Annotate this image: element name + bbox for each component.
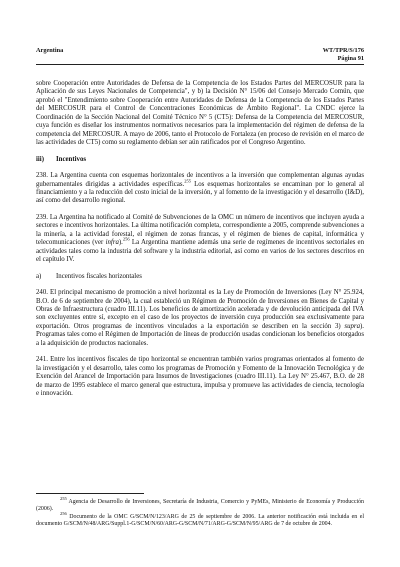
- header-page-number: Página 91: [337, 55, 364, 63]
- paragraph-240: 240. El principal mecanismo de promoción a nivel horizontal es la Ley de Promoción de Inversiones (Ley N° 25.924, B.O. de 6 de septiembre de 2004), la cual estableció un Régimen de Promoción de Inversiones en Bienes de Capital y Obras de Infraestructura (cuadro III.11). Los beneficios de amortización acelerada y de devolución anticipada del IVA son excluyentes entre sí, excepto en el caso de los proyectos de inversión cuya producción sea exclusivamente para exportación. Otros programas de incentivos vinculados a la exportación se describen en la sección 3) supra). Programas tales como el Régimen de Importación de líneas de producción usadas condicionan los beneficios otorgados a la adquisición de productos nacionales.: [36, 289, 364, 347]
- footnote-rule: [36, 493, 144, 494]
- header-rule: [36, 64, 364, 65]
- paragraph-continued: sobre Cooperación entre Autoridades de Defensa de la Competencia de los Estados Partes del MERCOSUR para la Aplicación de sus Leyes Nacionales de Competencia", y b) la Decisión N° 15/06 del Consejo Mercado Común, que aprobó el "Entendimiento sobre Cooperación entre Autoridades de Defensa de la Competencia de los Estados Partes del MERCOSUR para el Control de Concentraciones Económicas de Ámbito Regional". La CNDC ejerce la Coordinación de la Sección Nacional del Comité Técnico N° 5 (CT5): Defensa de la Competencia del MERCOSUR, cuya función es diseñar los instrumentos normativos necesarios para la implementación del régimen de defensa de la competencia del MERCOSUR. A mayo de 2006, tanto el Protocolo de Fortaleza (en proceso de revisión en el marco de las actividades de CT5) como su reglamento debían ser aún ratificados por el Congreso Argentino.: [36, 80, 364, 147]
- paragraph-number: 240.: [36, 289, 48, 297]
- paragraph-number: 239.: [36, 213, 48, 221]
- footnote-ref-256[interactable]: 256: [122, 236, 130, 242]
- section-heading-incentivos-fiscales: a) Incentivos fiscales horizontales: [36, 272, 142, 280]
- header-doc-symbol: WT/TPR/S/176: [322, 47, 364, 54]
- paragraph-241: 241. Entre los incentivos fiscales de tipo horizontal se encuentran también varios programas orientados al fomento de la investigación y el desarrollo, tales como los programas de Promoción y Fomento de la Innovación Tecnológica y de Exención del Arancel de Importación para Insumos de Investigaciones (cuadro III.11). La Ley N° 25.467, B.O. de 28 de marzo de 1995 establece el marco general que estructura, impulsa y promueve las actividades de ciencia, tecnología e innovación.: [36, 356, 365, 398]
- paragraph-number: 241.: [36, 356, 48, 364]
- section-heading-incentivos: iii) Incentivos: [36, 155, 87, 163]
- footnote-255: $^{255}$ Agencia de Desarrollo de Inversiones, Secretaría de Industria, Comercio y PyMEs, Ministerio de Economía y Producción (2006).: [36, 496, 364, 513]
- body-text: [36, 80, 364, 407]
- header-country: Argentina: [36, 47, 64, 54]
- header-doc-info: [323, 47, 364, 64]
- footnote-ref-255[interactable]: 255: [184, 178, 191, 184]
- paragraph-number: 238.: [36, 172, 48, 180]
- footnotes: [36, 496, 364, 528]
- paragraph-239: 239. La Argentina ha notificado al Comité de Subvenciones de la OMC un número de incentivos que incluyen ayuda a sectores e incentivos horizontales. La última notificación completa, correspondiente a 2005, comprende subvenciones a la minería, a la actividad forestal, el régimen de zonas francas, y el régimen de bienes de capital, informática y telecomunicaciones (ver infra).$^{256}$ La Argentina mantiene además una serie de regímenes de incentivos sectoriales en actividades tales como la industria del software y la industria editorial, así como en varios de los sectores descritos en el capítulo IV.: [36, 213, 365, 264]
- paragraph-238: 238. La Argentina cuenta con esquemas horizontales de incentivos a la inversión que complementan algunas ayudas gubernamentales dirigidas a actividades específicas.$^{255}$ Los esquemas horizontales se encaminan por lo general al financiamiento y a la reducción del costo inicial de la inversión, y al fomento de la investigación y el desarrollo (I&D), así como del desarrollo regional.: [36, 172, 364, 205]
- footnote-256: $^{256}$ Documento de la OMC G/SCM/N/123/ARG de 25 de septiembre de 2006. La anterior notificación está incluida en el documento G/SCM/N/48/ARG/Suppl.1-G/SCM/N/60/ARG-G/SCM/N/71/ARG-G/SCM/N/95/ARG de 7 de octubre de 2004.: [36, 510, 364, 527]
